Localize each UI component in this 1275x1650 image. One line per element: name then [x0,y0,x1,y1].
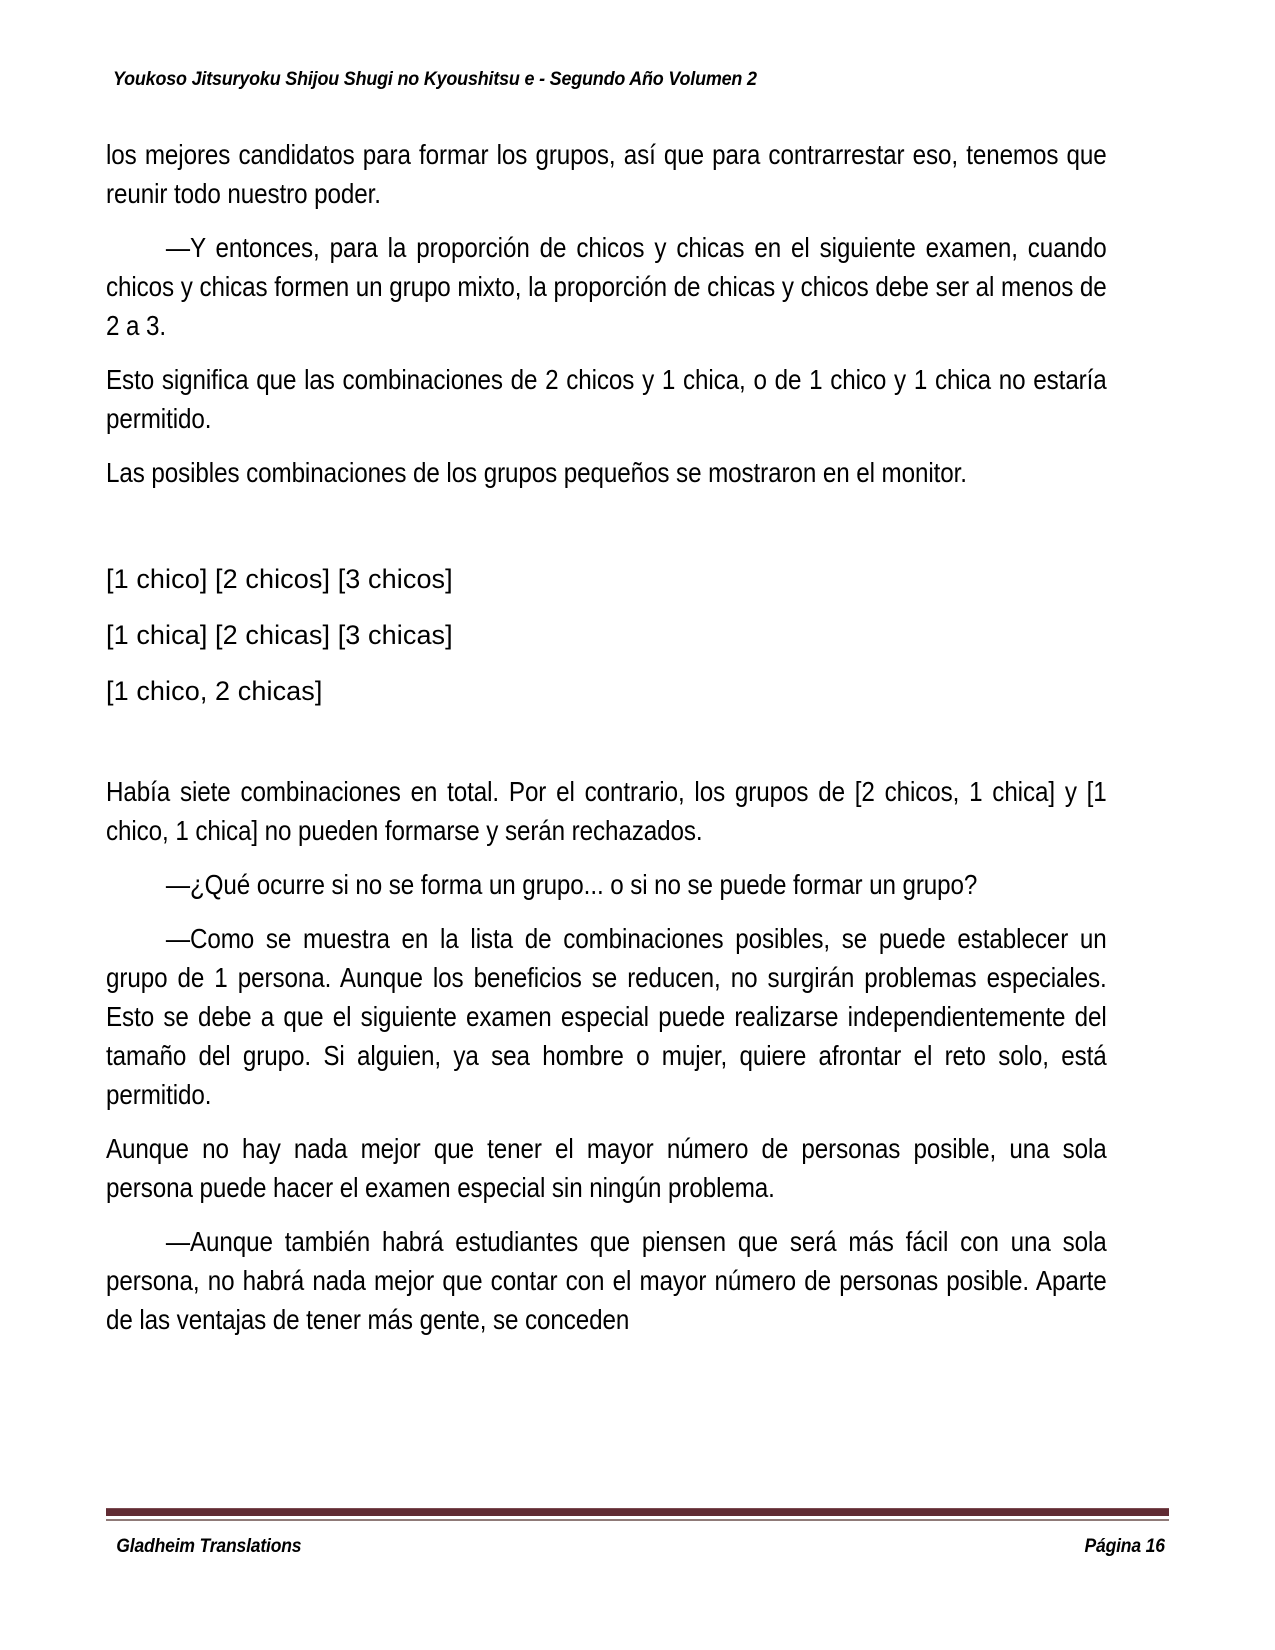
paragraph: —¿Qué ocurre si no se forma un grupo... o si no se puede formar un grupo? [165,869,978,900]
page-footer [106,1508,1169,1558]
footer-rule-thick [106,1508,1169,1516]
list-bottom-spacer [106,708,1107,772]
list-item: [1 chico] [2 chicos] [3 chicos] [106,564,453,594]
combination-list [106,562,1107,708]
paragraph: —Y entonces, para la proporción de chicos y chicas en el siguiente examen, cuando chicos y chicas formen un grupo mixto, la proporción de chicas y chicos debe ser al menos de 2 a 3. [106,232,1107,341]
footer-row [106,1535,1169,1558]
list-gap [106,596,1107,618]
paragraph: los mejores candidatos para formar los grupos, así que para contrarrestar eso, tenemos que reunir todo nuestro poder. [106,139,1107,209]
list-top-spacer [106,507,1107,562]
page-header [113,68,1113,98]
list-item: [1 chico, 2 chicas] [106,676,323,706]
paragraph: —Como se muestra en la lista de combinaciones posibles, se puede establecer un grupo de 1 persona. Aunque los beneficios se reducen, no surgirán problemas especiales. Esto se debe a que el siguiente examen especial puede realizarse independientemente del tamaño del grupo. Si alguien, ya sea hombre o mujer, quiere afrontar el reto solo, está permitido. [106,923,1107,1110]
paragraph: Había siete combinaciones en total. Por el contrario, los grupos de [2 chicos, 1 chica] y [1 chico, 1 chica] no pueden formarse y serán rechazados. [106,776,1107,846]
footer-translator-credit: Gladheim Translations [116,1535,302,1557]
paragraph: Las posibles combinaciones de los grupos pequeños se mostraron en el monitor. [106,457,967,488]
list-gap [106,652,1107,674]
document-body [106,135,1107,1354]
paragraph: —Aunque también habrá estudiantes que piensen que será más fácil con una sola persona, no habrá nada mejor que contar con el mayor número de personas posible. Aparte de las ventajas de tener más gente, se conceden [106,1226,1107,1335]
footer-rule-thin [106,1519,1169,1521]
paragraph: Esto significa que las combinaciones de 2 chicos y 1 chica, o de 1 chico y 1 chica no estaría permitido. [106,364,1107,434]
header-title: Youkoso Jitsuryoku Shijou Shugi no Kyoushitsu e - Segundo Año Volumen 2 [113,68,757,90]
paragraph: Aunque no hay nada mejor que tener el mayor número de personas posible, una sola persona puede hacer el examen especial sin ningún problema. [106,1133,1107,1203]
list-item: [1 chica] [2 chicas] [3 chicas] [106,620,453,650]
page-number: Página 16 [1084,1535,1165,1557]
